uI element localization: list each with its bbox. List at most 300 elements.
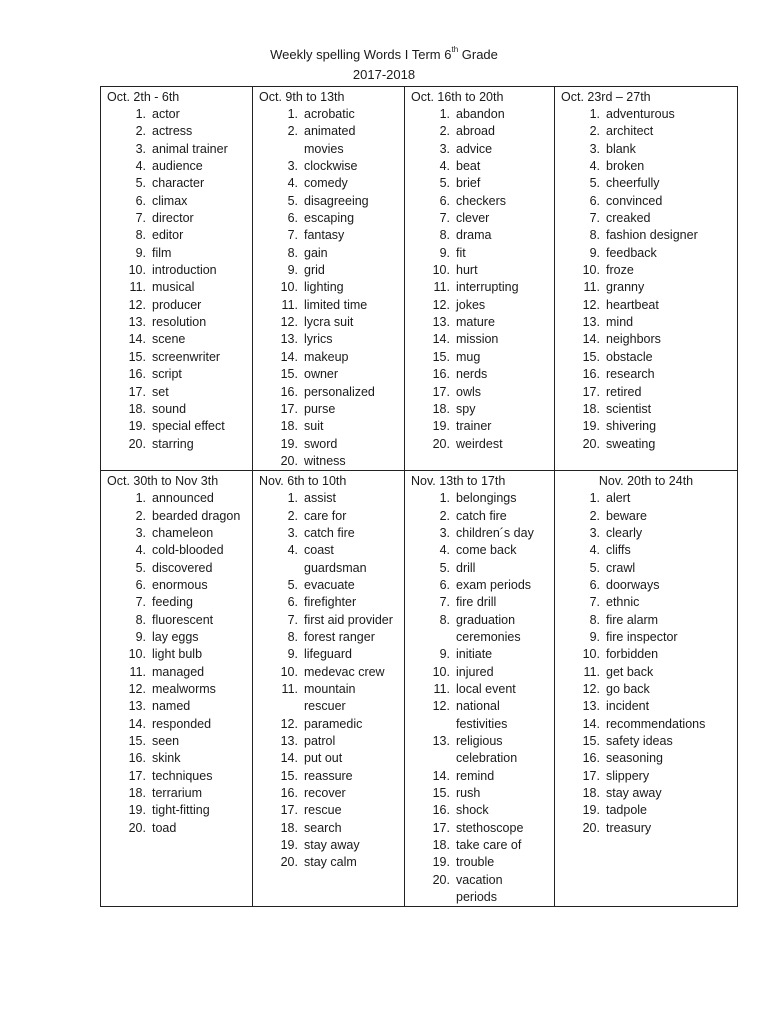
word-text: heartbeat (606, 297, 659, 312)
word-number: 20. (432, 436, 450, 451)
word-number: 8. (135, 228, 146, 243)
table-row (101, 87, 738, 471)
word-text: incident (606, 699, 650, 714)
list-item (253, 750, 404, 767)
list-item (555, 245, 737, 262)
word-text: first aid provider (304, 612, 393, 627)
word-list (101, 490, 252, 837)
word-number: 20. (582, 436, 600, 451)
list-item (101, 560, 252, 577)
list-item (405, 646, 554, 663)
word-number: 10. (280, 280, 298, 295)
list-item (405, 141, 554, 158)
word-text: gain (304, 245, 328, 260)
list-item (555, 768, 737, 785)
word-number: 19. (582, 419, 600, 434)
word-number: 14. (582, 716, 600, 731)
week-cell (405, 471, 555, 907)
word-text: medevac crew (304, 664, 385, 679)
word-text: toad (152, 820, 177, 835)
word-text: interrupting (456, 280, 519, 295)
list-item (101, 612, 252, 629)
word-text: mission (456, 332, 499, 347)
word-number: 16. (432, 803, 450, 818)
list-item (555, 594, 737, 611)
list-item (253, 175, 404, 192)
list-item (555, 384, 737, 401)
word-text: trouble (456, 855, 495, 870)
list-item (101, 279, 252, 296)
word-list (555, 490, 737, 837)
word-text: skink (152, 751, 181, 766)
word-number: 16. (280, 786, 298, 801)
word-text: evacuate (304, 577, 355, 592)
word-number: 12. (432, 699, 450, 714)
word-text: local event (456, 682, 516, 696)
list-item (555, 525, 737, 542)
word-number: 13. (582, 315, 600, 330)
word-text: producer (152, 297, 202, 312)
list-item (101, 227, 252, 244)
week-cell (555, 87, 738, 471)
word-text: remind (456, 768, 495, 783)
list-item (405, 175, 554, 192)
word-text: neighbors (606, 332, 661, 347)
word-number: 11. (433, 682, 450, 696)
list-item (405, 577, 554, 594)
word-text: creaked (606, 211, 651, 226)
word-number: 5. (439, 560, 450, 575)
list-item (555, 646, 737, 663)
word-number: 17. (128, 768, 146, 783)
list-item (555, 490, 737, 507)
word-text: religious (456, 734, 503, 749)
word-text: adventurous (606, 107, 675, 121)
word-number: 18. (128, 401, 146, 416)
list-item (405, 418, 554, 435)
list-item (253, 820, 404, 837)
list-item (555, 785, 737, 802)
word-text: suit (304, 419, 324, 434)
word-number: 4. (135, 543, 146, 558)
list-item (555, 227, 737, 244)
list-item (101, 733, 252, 750)
word-text: feeding (152, 595, 194, 610)
list-item (253, 193, 404, 210)
word-number: 15. (582, 349, 600, 364)
word-number: 17. (280, 401, 298, 416)
list-item (405, 106, 554, 123)
word-text: care for (304, 508, 347, 523)
list-item (555, 508, 737, 525)
word-text: escaping (304, 211, 355, 226)
list-item (253, 366, 404, 383)
word-text: recommendations (606, 716, 706, 731)
word-number: 15. (280, 367, 298, 382)
word-number: 12. (280, 315, 298, 330)
word-text: checkers (456, 193, 507, 208)
word-number: 5. (439, 176, 450, 191)
word-text-continued: rescuer (304, 699, 346, 714)
table-row (101, 471, 738, 907)
list-item (101, 577, 252, 594)
word-number: 12. (128, 682, 146, 696)
word-number: 1. (287, 491, 298, 506)
word-number: 13. (432, 734, 450, 749)
list-item (253, 418, 404, 435)
word-text: spy (456, 401, 476, 416)
title-tail: Grade (458, 47, 498, 62)
word-number: 1. (135, 491, 146, 506)
list-item (101, 401, 252, 418)
list-item (253, 297, 404, 314)
word-text: lifeguard (304, 647, 352, 662)
word-number: 15. (128, 349, 146, 364)
word-text: discovered (152, 560, 213, 575)
week-heading: Oct. 9th to 13th (259, 90, 345, 104)
word-number: 10. (128, 647, 146, 662)
list-item (405, 837, 554, 854)
word-number: 20. (128, 820, 146, 835)
word-number: 13. (432, 315, 450, 330)
word-text: rush (456, 786, 481, 801)
word-text: nerds (456, 367, 488, 382)
word-number: 10. (128, 263, 146, 278)
word-number: 9. (439, 647, 450, 662)
list-item (253, 768, 404, 785)
list-item (555, 577, 737, 594)
word-number: 6. (439, 577, 450, 592)
list-item (101, 331, 252, 348)
list-item (555, 141, 737, 158)
word-text: patrol (304, 734, 336, 749)
word-text: techniques (152, 768, 213, 783)
word-list (555, 106, 737, 453)
word-number: 6. (439, 193, 450, 208)
week-heading: Nov. 6th to 10th (259, 474, 347, 489)
word-text: lay eggs (152, 629, 199, 644)
word-number: 18. (432, 838, 450, 853)
list-item (101, 820, 252, 837)
word-text: catch fire (456, 508, 507, 523)
word-text: fluorescent (152, 612, 214, 627)
word-text: lyrics (304, 332, 333, 347)
word-text: audience (152, 159, 203, 174)
list-item (555, 349, 737, 366)
word-text: introduction (152, 263, 217, 278)
word-number: 2. (439, 508, 450, 523)
spelling-words-table (100, 86, 738, 907)
word-text: slippery (606, 768, 650, 783)
word-number: 15. (432, 786, 450, 801)
word-number: 4. (439, 543, 450, 558)
word-number: 15. (582, 734, 600, 749)
word-text: trainer (456, 419, 492, 434)
word-text: screenwriter (152, 349, 221, 364)
word-number: 17. (280, 803, 298, 818)
week-heading: Oct. 23rd – 27th (561, 90, 651, 104)
word-number: 18. (280, 419, 298, 434)
word-number: 20. (280, 855, 298, 870)
word-text: announced (152, 491, 214, 506)
word-text: come back (456, 543, 517, 558)
word-text: editor (152, 228, 184, 243)
word-text: terrarium (152, 786, 203, 801)
word-number: 2. (589, 508, 600, 523)
word-text: seen (152, 734, 180, 749)
word-text: children´s day (456, 525, 534, 540)
word-text: assist (304, 491, 336, 506)
list-item (555, 612, 737, 629)
word-number: 19. (280, 436, 298, 451)
word-number: 1. (135, 107, 146, 121)
word-text: tight-fitting (152, 803, 210, 818)
word-number: 4. (439, 159, 450, 174)
word-text: fantasy (304, 228, 345, 243)
word-text: froze (606, 263, 634, 278)
word-text: put out (304, 751, 343, 766)
word-number: 14. (432, 768, 450, 783)
list-item (555, 297, 737, 314)
word-number: 11. (281, 682, 298, 696)
word-number: 3. (589, 141, 600, 156)
list-item (101, 664, 252, 681)
word-number: 10. (582, 263, 600, 278)
word-number: 20. (280, 453, 298, 468)
list-item (555, 629, 737, 646)
list-item (101, 106, 252, 123)
list-item (405, 560, 554, 577)
word-text: belongings (456, 491, 517, 506)
word-text: scientist (606, 401, 652, 416)
word-text: go back (606, 682, 650, 696)
word-number: 11. (129, 664, 146, 679)
list-item (555, 210, 737, 227)
word-text: managed (152, 664, 205, 679)
word-text: coast (304, 543, 334, 558)
word-number: 12. (128, 297, 146, 312)
word-text: disagreeing (304, 193, 369, 208)
list-item (253, 227, 404, 244)
word-number: 3. (287, 159, 298, 174)
word-number: 1. (589, 107, 600, 121)
word-text: alert (606, 491, 631, 506)
word-text: resolution (152, 315, 207, 330)
word-text: scene (152, 332, 186, 347)
list-item (101, 210, 252, 227)
word-number: 16. (582, 367, 600, 382)
word-list (253, 490, 404, 872)
list-item (253, 577, 404, 594)
word-text: bearded dragon (152, 508, 241, 523)
list-item (253, 802, 404, 819)
word-number: 17. (128, 384, 146, 399)
word-text: limited time (304, 297, 368, 312)
word-number: 8. (135, 612, 146, 627)
word-list (101, 106, 252, 453)
word-text: sound (152, 401, 187, 416)
word-text: obstacle (606, 349, 653, 364)
list-item (405, 262, 554, 279)
word-number: 10. (582, 647, 600, 662)
word-text: architect (606, 124, 654, 139)
word-number: 7. (135, 595, 146, 610)
week-heading: Oct. 30th to Nov 3th (107, 474, 219, 489)
word-text: makeup (304, 349, 349, 364)
word-text-continued: ceremonies (456, 629, 521, 644)
list-item (253, 837, 404, 854)
word-number: 11. (583, 280, 600, 295)
word-text: advice (456, 141, 493, 156)
list-item (101, 314, 252, 331)
word-number: 3. (287, 525, 298, 540)
word-text: research (606, 367, 655, 382)
word-list (405, 106, 554, 453)
list-item (101, 175, 252, 192)
word-number: 6. (589, 577, 600, 592)
word-text: lighting (304, 280, 344, 295)
word-text: fashion designer (606, 228, 698, 243)
word-text: purse (304, 401, 336, 416)
word-number: 17. (432, 384, 450, 399)
word-number: 15. (128, 734, 146, 749)
list-item (101, 262, 252, 279)
list-item (405, 297, 554, 314)
word-number: 11. (129, 280, 146, 295)
word-text: actress (152, 124, 193, 139)
word-text: stay calm (304, 855, 357, 870)
word-text: ethnic (606, 595, 640, 610)
word-text: fit (456, 245, 466, 260)
list-item (253, 453, 404, 470)
word-number: 3. (135, 525, 146, 540)
word-text: stay away (304, 838, 360, 853)
word-text: broken (606, 159, 645, 174)
word-number: 2. (287, 124, 298, 139)
word-number: 8. (439, 228, 450, 243)
list-item (101, 297, 252, 314)
list-item (555, 698, 737, 715)
word-number: 7. (287, 612, 298, 627)
list-item (405, 384, 554, 401)
list-item (101, 750, 252, 767)
word-text: vacation (456, 872, 503, 887)
word-text: fire inspector (606, 629, 678, 644)
word-number: 19. (280, 838, 298, 853)
word-number: 13. (280, 332, 298, 347)
word-number: 13. (128, 699, 146, 714)
list-item (555, 802, 737, 819)
list-item (405, 612, 554, 647)
word-text: blank (606, 141, 636, 156)
list-item (101, 349, 252, 366)
list-item (405, 733, 554, 768)
list-item (405, 490, 554, 507)
list-item (101, 141, 252, 158)
word-text: abandon (456, 107, 505, 121)
week-heading: Nov. 13th to 17th (411, 474, 506, 489)
word-number: 1. (589, 491, 600, 506)
word-number: 4. (589, 543, 600, 558)
word-text: acrobatic (304, 107, 355, 121)
list-item (253, 349, 404, 366)
word-text-continued: festivities (456, 716, 508, 731)
list-item (555, 750, 737, 767)
word-number: 5. (589, 176, 600, 191)
word-number: 3. (589, 525, 600, 540)
list-item (253, 245, 404, 262)
list-item (253, 106, 404, 123)
list-item (101, 193, 252, 210)
list-item (253, 854, 404, 871)
week-cell (101, 87, 253, 471)
word-text: treasury (606, 820, 652, 835)
list-item (405, 681, 554, 698)
word-text: crawl (606, 560, 636, 575)
word-text: injured (456, 664, 494, 679)
word-text: forbidden (606, 647, 659, 662)
word-text: mature (456, 315, 495, 330)
word-number: 19. (582, 803, 600, 818)
list-item (101, 245, 252, 262)
word-text: initiate (456, 647, 493, 662)
word-text: owner (304, 367, 339, 382)
word-text: catch fire (304, 525, 355, 540)
list-item (253, 612, 404, 629)
list-item (253, 594, 404, 611)
word-text: exam periods (456, 577, 532, 592)
list-item (253, 525, 404, 542)
list-item (405, 664, 554, 681)
word-number: 9. (135, 245, 146, 260)
word-text: seasoning (606, 751, 663, 766)
word-number: 5. (589, 560, 600, 575)
word-number: 12. (432, 297, 450, 312)
word-number: 10. (432, 664, 450, 679)
word-text: feedback (606, 245, 657, 260)
word-text: granny (606, 280, 645, 295)
word-text: film (152, 245, 172, 260)
list-item (253, 733, 404, 750)
list-item (555, 262, 737, 279)
word-number: 18. (582, 401, 600, 416)
word-number: 9. (589, 629, 600, 644)
list-item (101, 384, 252, 401)
list-item (253, 210, 404, 227)
word-text: personalized (304, 384, 375, 399)
list-item (405, 366, 554, 383)
list-item (555, 331, 737, 348)
week-cell (253, 87, 405, 471)
word-number: 4. (287, 176, 298, 191)
list-item (405, 193, 554, 210)
word-text: responded (152, 716, 212, 731)
list-item (405, 401, 554, 418)
week-cell (253, 471, 405, 907)
word-text: cold-blooded (152, 543, 224, 558)
list-item (101, 698, 252, 715)
word-text: director (152, 211, 194, 226)
word-text-continued: periods (456, 890, 497, 905)
word-number: 14. (582, 332, 600, 347)
list-item (253, 681, 404, 716)
word-number: 5. (287, 193, 298, 208)
list-item (253, 490, 404, 507)
word-number: 14. (128, 716, 146, 731)
word-text: shivering (606, 419, 657, 434)
word-number: 1. (439, 107, 450, 121)
list-item (253, 123, 404, 158)
